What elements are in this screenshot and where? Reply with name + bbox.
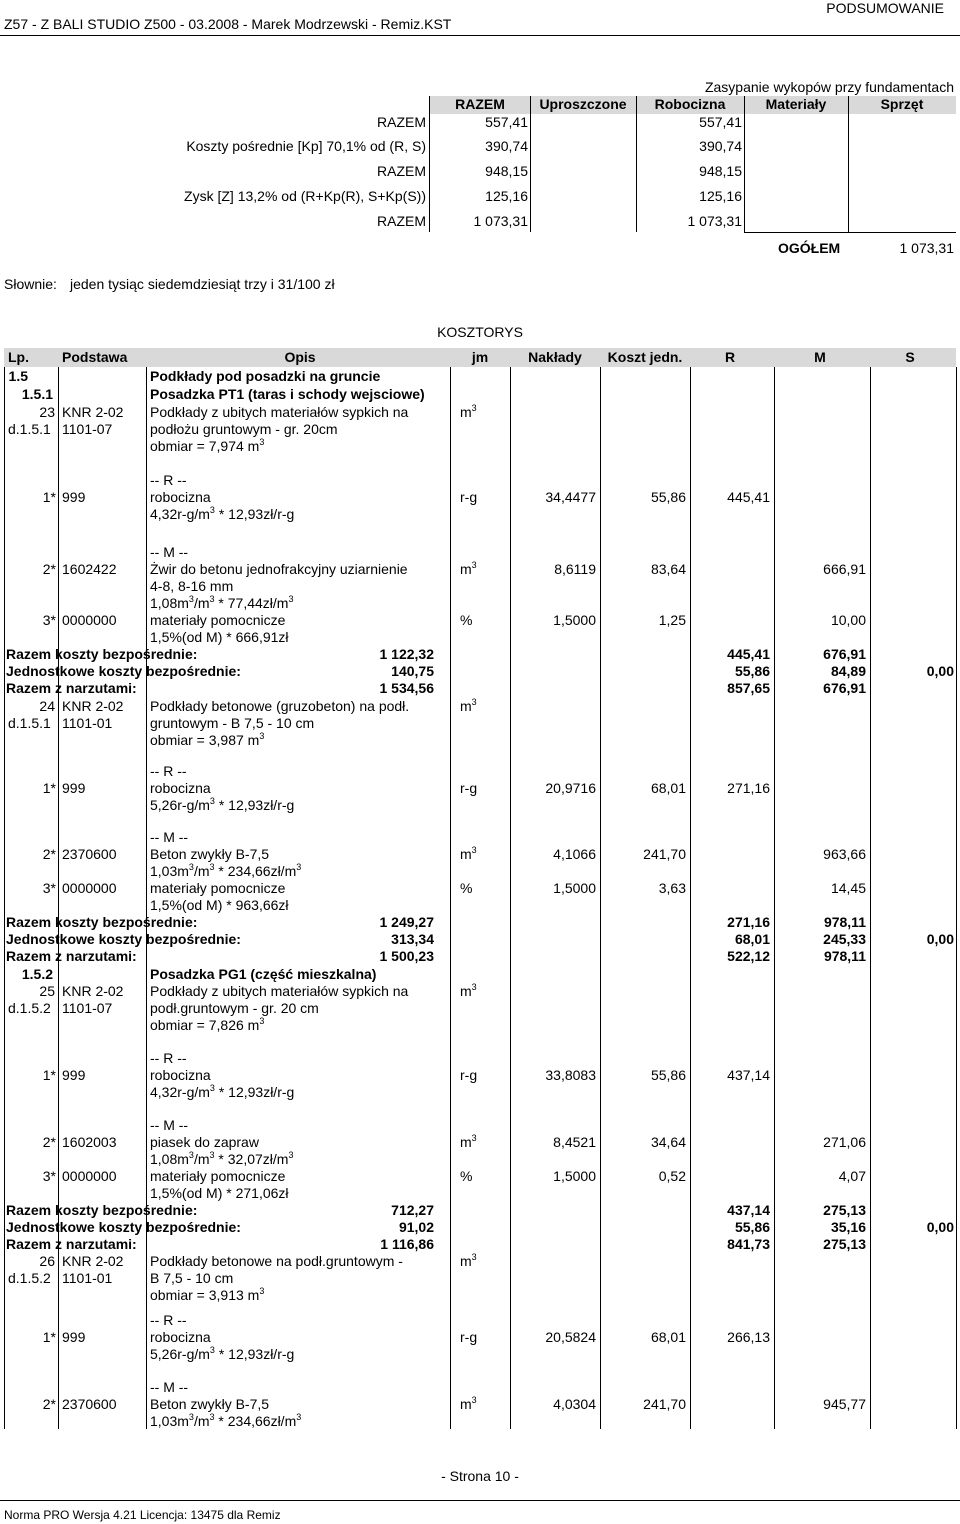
direct-costs-labor: 437,14 <box>727 1202 770 1218</box>
direct-costs-labor: 271,16 <box>727 914 770 930</box>
section-title: Podkłady pod posadzki na gruncie <box>150 368 381 384</box>
summary-vline <box>744 96 745 232</box>
resource-number: 3* <box>42 880 56 896</box>
col-podstawa: Podstawa <box>62 349 128 365</box>
total-underline <box>744 232 956 233</box>
resource-name: materiały pomocnicze <box>150 612 286 628</box>
material-header: -- M -- <box>150 1379 189 1395</box>
unit-direct-costs-label: Jednostkowe koszty bezpośrednie: <box>6 931 241 947</box>
amount-in-words-label: Słownie: <box>4 276 57 292</box>
resource-labor-value: 271,16 <box>727 780 770 796</box>
resource-unit-cost: 1,25 <box>658 612 686 628</box>
unit-direct-costs-labor: 68,01 <box>734 931 770 947</box>
position-description: Podkłady betonowe na podł.gruntowym - <box>150 1253 403 1269</box>
total-with-markup-material: 275,13 <box>823 1236 866 1252</box>
direct-costs-label: Razem koszty bezpośrednie: <box>6 1202 198 1218</box>
resource-quantity: 8,4521 <box>553 1134 596 1150</box>
resource-material-value: 963,66 <box>823 846 866 862</box>
position-number: 23 <box>39 404 55 420</box>
labor-header: -- R -- <box>150 1312 187 1328</box>
page-number: - Strona 10 - <box>441 1468 519 1484</box>
unit-direct-costs-material: 35,16 <box>830 1219 866 1235</box>
total-with-markup-material: 978,11 <box>823 948 866 964</box>
resource-name: piasek do zapraw <box>150 1134 259 1150</box>
grid-vline <box>774 367 775 1429</box>
resource-material-value: 271,06 <box>823 1134 866 1150</box>
resource-unit: $m^3$ <box>460 1133 477 1150</box>
total-with-markup-label: Razem z narzutami: <box>6 680 137 696</box>
summary-row-robocizna: 390,74 <box>699 138 742 154</box>
summary-row-razem: 390,74 <box>485 138 528 154</box>
measurement: obmiar = 3,913 $m^3$ <box>150 1286 265 1303</box>
position-number: 25 <box>39 983 55 999</box>
resource-quantity: 33,8083 <box>545 1067 596 1083</box>
position-description: gruntowym - B 7,5 - 10 cm <box>150 715 315 731</box>
resource-unit: % <box>460 1168 473 1184</box>
position-unit: $m^3$ <box>460 403 477 420</box>
col-lp: Lp. <box>8 349 29 365</box>
position-basis-code: 1101-01 <box>62 1270 113 1286</box>
direct-costs-material: 676,91 <box>823 646 866 662</box>
summary-row-label: RAZEM <box>377 213 426 229</box>
grid-vline <box>58 367 59 1429</box>
position-description: Podkłady z ubitych materiałów sypkich na <box>150 983 409 999</box>
summary-row-razem: 948,15 <box>485 163 528 179</box>
resource-unit: % <box>460 612 473 628</box>
grid-vline <box>870 367 871 1429</box>
section-title: Posadzka PG1 (część mieszkalna) <box>150 966 377 982</box>
position-ref: d.1.5.1 <box>8 421 51 437</box>
measurement: obmiar = 7,974 $m^3$ <box>150 437 265 454</box>
resource-unit: r-g <box>460 780 478 796</box>
summary-row-robocizna: 1 073,31 <box>687 213 742 229</box>
kosztorys-title: KOSZTORYS <box>437 324 523 340</box>
resource-formula: $5,26r-g/m^3$ * 12,93zł/r-g <box>150 1345 295 1362</box>
position-ref: d.1.5.1 <box>8 715 51 731</box>
col-jm: jm <box>471 349 489 365</box>
resource-formula: $1,08m^3/m^3$ * $32,07zł/m^3$ <box>150 1150 294 1167</box>
section-number: 1.5.1 <box>21 386 53 402</box>
resource-name: materiały pomocnicze <box>150 1168 286 1184</box>
position-description: Podkłady z ubitych materiałów sypkich na <box>150 404 409 420</box>
position-basis-code: 1101-07 <box>62 421 113 437</box>
resource-number: 1* <box>42 489 56 505</box>
resource-unit-cost: 68,01 <box>650 1329 686 1345</box>
resource-formula: $5,26r-g/m^3$ * 12,93zł/r-g <box>150 796 295 813</box>
summary-col-razem: RAZEM <box>455 96 505 112</box>
resource-material-value: 10,00 <box>830 612 866 628</box>
resource-code: 1602422 <box>62 561 117 577</box>
grid-vline <box>510 367 511 1429</box>
resource-material-value: 4,07 <box>838 1168 866 1184</box>
resource-formula: 1,5%(od M) * 963,66zł <box>150 897 289 913</box>
resource-quantity: 20,9716 <box>545 780 596 796</box>
position-ref: d.1.5.2 <box>8 1270 51 1286</box>
position-unit: $m^3$ <box>460 982 477 999</box>
resource-unit: $m^3$ <box>460 845 477 862</box>
resource-unit: r-g <box>460 489 478 505</box>
direct-costs-value: 712,27 <box>391 1202 434 1218</box>
col-s: S <box>905 349 915 365</box>
resource-formula: $1,08m^3/m^3$ * $77,44zł/m^3$ <box>150 594 294 611</box>
position-number: 26 <box>39 1253 55 1269</box>
col-opis: Opis <box>284 349 316 365</box>
resource-unit: r-g <box>460 1067 478 1083</box>
resource-material-value: 666,91 <box>823 561 866 577</box>
document-subtitle: Z57 - Z BALI STUDIO Z500 - 03.2008 - Marek Modrzewski - Remiz.KST <box>4 16 452 32</box>
summary-col-uproszczone: Uproszczone <box>539 96 627 112</box>
unit-direct-costs-value: 313,34 <box>391 931 434 947</box>
total-with-markup-label: Razem z narzutami: <box>6 1236 137 1252</box>
unit-direct-costs-value: 140,75 <box>391 663 434 679</box>
total-with-markup-labor: 522,12 <box>727 948 770 964</box>
grand-total-value: 1 073,31 <box>899 240 954 256</box>
unit-direct-costs-label: Jednostkowe koszty bezpośrednie: <box>6 663 241 679</box>
measurement: obmiar = 7,826 $m^3$ <box>150 1016 265 1033</box>
resource-code: 2370600 <box>62 1396 117 1412</box>
resource-number: 1* <box>42 780 56 796</box>
resource-name: materiały pomocnicze <box>150 880 286 896</box>
resource-code: 999 <box>62 1329 86 1345</box>
resource-unit-cost: 55,86 <box>650 489 686 505</box>
material-header: -- M -- <box>150 829 189 845</box>
resource-name: robocizna <box>150 1329 211 1345</box>
section-title: Posadzka PT1 (taras i schody wejsciowe) <box>150 386 425 402</box>
resource-formula: $4,32r-g/m^3$ * 12,93zł/r-g <box>150 1083 295 1100</box>
resource-number: 2* <box>42 1134 56 1150</box>
resource-unit-cost: 34,64 <box>650 1134 686 1150</box>
position-description: podł.gruntowym - gr. 20 cm <box>150 1000 319 1016</box>
resource-code: 2370600 <box>62 846 117 862</box>
resource-formula: 1,5%(od M) * 271,06zł <box>150 1185 289 1201</box>
resource-quantity: 20,5824 <box>545 1329 596 1345</box>
labor-header: -- R -- <box>150 1050 187 1066</box>
resource-number: 2* <box>42 846 56 862</box>
position-basis: KNR 2-02 <box>62 404 124 420</box>
grand-total-label: OGÓŁEM <box>778 240 841 256</box>
resource-code: 1602003 <box>62 1134 117 1150</box>
resource-number: 3* <box>42 612 56 628</box>
unit-direct-costs-material: 84,89 <box>830 663 866 679</box>
direct-costs-label: Razem koszty bezpośrednie: <box>6 646 198 662</box>
unit-direct-costs-labor: 55,86 <box>734 1219 770 1235</box>
col-naklady: Nakłady <box>528 349 582 365</box>
grid-vline <box>600 367 601 1429</box>
resource-code: 999 <box>62 1067 86 1083</box>
position-description: Podkłady betonowe (gruzobeton) na podł. <box>150 698 410 714</box>
resource-name: 4-8, 8-16 mm <box>150 578 234 594</box>
total-with-markup-value: 1 534,56 <box>379 680 434 696</box>
unit-direct-costs-equipment: 0,00 <box>926 931 954 947</box>
software-info: Norma PRO Wersja 4.21 Licencja: 13475 dla Remiz <box>4 1508 281 1522</box>
summary-col-sprzet: Sprzęt <box>880 96 924 112</box>
section-number: 1.5 <box>8 368 28 384</box>
position-basis: KNR 2-02 <box>62 698 124 714</box>
resource-unit-cost: 83,64 <box>650 561 686 577</box>
direct-costs-value: 1 122,32 <box>379 646 434 662</box>
resource-unit: % <box>460 880 473 896</box>
resource-number: 2* <box>42 561 56 577</box>
resource-number: 1* <box>42 1329 56 1345</box>
summary-section-title: Zasypanie wykopów przy fundamentach <box>704 79 954 95</box>
summary-row-label: Zysk [Z] 13,2% od (R+Kp(R), S+Kp(S)) <box>184 188 426 204</box>
summary-vline <box>848 96 849 232</box>
measurement: obmiar = 3,987 $m^3$ <box>150 731 265 748</box>
summary-row-razem: 1 073,31 <box>473 213 528 229</box>
resource-quantity: 1,5000 <box>553 612 596 628</box>
grid-vline <box>4 367 5 1429</box>
resource-unit-cost: 55,86 <box>650 1067 686 1083</box>
resource-quantity: 8,6119 <box>554 561 596 577</box>
summary-col-robocizna: Robocizna <box>654 96 726 112</box>
total-with-markup-labor: 857,65 <box>727 680 770 696</box>
resource-unit-cost: 241,70 <box>643 1396 686 1412</box>
col-koszt-jedn: Koszt jedn. <box>607 349 683 365</box>
unit-direct-costs-equipment: 0,00 <box>926 1219 954 1235</box>
resource-code: 0000000 <box>62 612 117 628</box>
labor-header: -- R -- <box>150 472 187 488</box>
col-m: M <box>814 349 826 365</box>
grid-vline <box>146 367 147 1429</box>
direct-costs-labor: 445,41 <box>727 646 770 662</box>
material-header: -- M -- <box>150 1117 189 1133</box>
resource-quantity: 4,0304 <box>553 1396 596 1412</box>
position-description: B 7,5 - 10 cm <box>150 1270 234 1286</box>
resource-number: 2* <box>42 1396 56 1412</box>
resource-unit-cost: 3,63 <box>658 880 686 896</box>
section-number: 1.5.2 <box>21 966 53 982</box>
resource-unit-cost: 68,01 <box>650 780 686 796</box>
resource-number: 1* <box>42 1067 56 1083</box>
resource-unit-cost: 0,52 <box>658 1168 686 1184</box>
summary-row-robocizna: 948,15 <box>699 163 742 179</box>
resource-unit: $m^3$ <box>460 560 477 577</box>
amount-in-words: jeden tysiąc siedemdziesiąt trzy i 31/100 zł <box>70 276 335 292</box>
position-description: podłożu gruntowym - gr. 20cm <box>150 421 338 437</box>
resource-name: robocizna <box>150 489 211 505</box>
unit-direct-costs-labor: 55,86 <box>734 663 770 679</box>
resource-unit: r-g <box>460 1329 478 1345</box>
resource-code: 999 <box>62 489 86 505</box>
unit-direct-costs-value: 91,02 <box>398 1219 434 1235</box>
resource-quantity: 34,4477 <box>545 489 596 505</box>
direct-costs-value: 1 249,27 <box>379 914 434 930</box>
resource-formula: $4,32r-g/m^3$ * 12,93zł/r-g <box>150 505 295 522</box>
grid-vline <box>956 367 957 1429</box>
resource-quantity: 4,1066 <box>553 846 596 862</box>
resource-material-value: 945,77 <box>823 1396 866 1412</box>
resource-number: 3* <box>42 1168 56 1184</box>
resource-formula: $1,03m^3/m^3$ * $234,66zł/m^3$ <box>150 862 302 879</box>
summary-vline <box>530 96 531 232</box>
position-basis: KNR 2-02 <box>62 983 124 999</box>
resource-name: robocizna <box>150 780 211 796</box>
position-basis: KNR 2-02 <box>62 1253 124 1269</box>
summary-row-label: Koszty pośrednie [Kp] 70,1% od (R, S) <box>186 138 426 154</box>
resource-labor-value: 437,14 <box>727 1067 770 1083</box>
material-header: -- M -- <box>150 544 189 560</box>
summary-row-label: RAZEM <box>377 114 426 130</box>
total-with-markup-label: Razem z narzutami: <box>6 948 137 964</box>
resource-name: Beton zwykły B-7,5 <box>150 1396 270 1412</box>
resource-code: 999 <box>62 780 86 796</box>
position-basis-code: 1101-01 <box>62 715 113 731</box>
resource-material-value: 14,45 <box>830 880 866 896</box>
resource-formula: 1,5%(od M) * 666,91zł <box>150 629 289 645</box>
unit-direct-costs-material: 245,33 <box>823 931 866 947</box>
position-number: 24 <box>39 698 55 714</box>
summary-row-robocizna: 557,41 <box>699 114 742 130</box>
resource-name: Żwir do betonu jednofrakcyjny uziarnienie <box>150 561 408 577</box>
document-title: PODSUMOWANIE <box>826 0 944 16</box>
total-with-markup-value: 1 116,86 <box>380 1236 434 1252</box>
footer-divider <box>0 1500 960 1501</box>
resource-code: 0000000 <box>62 1168 117 1184</box>
position-unit: $m^3$ <box>460 1252 477 1269</box>
summary-row-label: RAZEM <box>377 163 426 179</box>
resource-labor-value: 266,13 <box>727 1329 770 1345</box>
summary-row-robocizna: 125,16 <box>699 188 742 204</box>
resource-unit-cost: 241,70 <box>643 846 686 862</box>
resource-labor-value: 445,41 <box>727 489 770 505</box>
direct-costs-label: Razem koszty bezpośrednie: <box>6 914 198 930</box>
summary-row-razem: 557,41 <box>485 114 528 130</box>
resource-quantity: 1,5000 <box>553 1168 596 1184</box>
unit-direct-costs-label: Jednostkowe koszty bezpośrednie: <box>6 1219 241 1235</box>
resource-unit: $m^3$ <box>460 1395 477 1412</box>
summary-vline <box>636 96 637 232</box>
resource-quantity: 1,5000 <box>553 880 596 896</box>
resource-name: Beton zwykły B-7,5 <box>150 846 270 862</box>
position-ref: d.1.5.2 <box>8 1000 51 1016</box>
labor-header: -- R -- <box>150 763 187 779</box>
resource-code: 0000000 <box>62 880 117 896</box>
summary-vline <box>429 96 430 232</box>
total-with-markup-labor: 841,73 <box>727 1236 770 1252</box>
position-unit: $m^3$ <box>460 697 477 714</box>
grid-vline <box>690 367 691 1429</box>
grid-vline <box>450 367 451 1429</box>
direct-costs-material: 978,11 <box>823 914 866 930</box>
unit-direct-costs-equipment: 0,00 <box>926 663 954 679</box>
direct-costs-material: 275,13 <box>823 1202 866 1218</box>
summary-row-razem: 125,16 <box>485 188 528 204</box>
col-r: R <box>724 349 736 365</box>
header-divider <box>0 35 960 36</box>
position-basis-code: 1101-07 <box>62 1000 113 1016</box>
resource-formula: $1,03m^3/m^3$ * $234,66zł/m^3$ <box>150 1412 302 1429</box>
summary-col-materialy: Materiały <box>765 96 827 112</box>
resource-name: robocizna <box>150 1067 211 1083</box>
total-with-markup-material: 676,91 <box>823 680 866 696</box>
total-with-markup-value: 1 500,23 <box>379 948 434 964</box>
